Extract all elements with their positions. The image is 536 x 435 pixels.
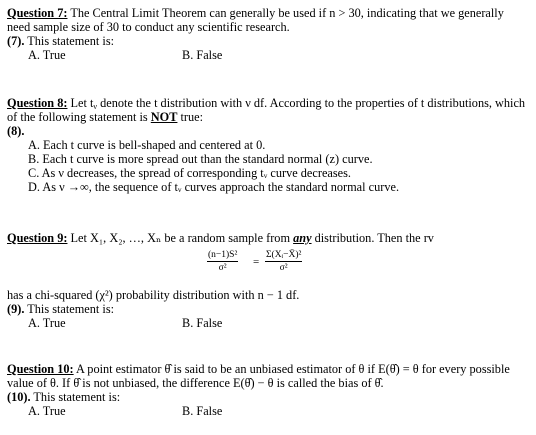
question-8-option-b[interactable]: B. Each t curve is more spread out than the standard normal (z) curve. bbox=[28, 152, 373, 166]
formula-equals: = bbox=[253, 256, 260, 268]
question-8-intro-2: denote the t distribution with ν df. According to the properties of t distributions, which of the following statement is bbox=[7, 96, 526, 124]
question-8 bbox=[7, 96, 529, 194]
question-7-prompt-text: This statement is: bbox=[24, 34, 115, 48]
question-9-options bbox=[7, 316, 529, 331]
formula-fraction-1-numerator: (n−1)S² bbox=[208, 250, 238, 260]
question-8-option-d[interactable]: D. As ν →∞, the sequence of tᵥ curves approach the standard normal curve. bbox=[28, 180, 400, 194]
question-10-option-a[interactable]: A. True bbox=[28, 404, 66, 418]
question-9-label: (9). bbox=[7, 302, 25, 316]
formula-fraction-2 bbox=[265, 250, 302, 273]
question-8-intro-1: Let t bbox=[67, 96, 94, 110]
question-10-title: Question 10: bbox=[7, 362, 74, 376]
question-9-intro-end: distribution. Then the rv bbox=[311, 231, 434, 245]
question-10-prompt-text: This statement is: bbox=[30, 390, 121, 404]
question-8-label: (8). bbox=[7, 124, 25, 138]
question-8-intro-3: true: bbox=[177, 110, 204, 124]
question-7-label: (7). bbox=[7, 34, 25, 48]
question-10-prompt bbox=[7, 390, 529, 404]
formula-fraction-2-denominator: σ² bbox=[279, 263, 288, 273]
question-8-text bbox=[7, 96, 529, 124]
question-9-prompt bbox=[7, 302, 529, 316]
question-8-title: Question 8: bbox=[7, 96, 68, 110]
question-9-option-a[interactable]: A. True bbox=[28, 316, 66, 330]
question-8-option-a[interactable]: A. Each t curve is bell-shaped and centered at 0. bbox=[28, 138, 266, 152]
question-9-intro: Let X₁, X₂, …, Xₙ be a random sample from bbox=[67, 231, 294, 245]
formula-fraction-1-denominator: σ² bbox=[218, 263, 227, 273]
question-7-title: Question 7: bbox=[7, 6, 68, 20]
question-9-rest bbox=[7, 288, 529, 331]
question-10-option-b[interactable]: B. False bbox=[182, 404, 223, 418]
question-10-body: A point estimator θ̂ is said to be an unbiased estimator of θ if E(θ̂) = θ for every possible value of θ. If θ̂ is not unbiased, the difference E(θ̂) − θ is called the bias of θ̂. bbox=[7, 362, 510, 390]
question-9-any-word: any bbox=[293, 231, 312, 245]
question-9-formula bbox=[7, 250, 529, 280]
question-9-prompt-text: This statement is: bbox=[24, 302, 115, 316]
question-8-option-c[interactable]: C. As ν decreases, the spread of corresponding tᵥ curve decreases. bbox=[28, 166, 351, 180]
question-7-option-b[interactable]: B. False bbox=[182, 48, 223, 62]
question-7-prompt bbox=[7, 34, 529, 48]
question-7-option-a[interactable]: A. True bbox=[28, 48, 66, 62]
question-9 bbox=[7, 231, 529, 245]
question-7 bbox=[7, 6, 529, 63]
formula-fraction-2-numerator: Σ(Xᵢ−X̄)² bbox=[266, 250, 302, 260]
question-9-option-b[interactable]: B. False bbox=[182, 316, 223, 330]
question-7-options bbox=[7, 48, 529, 63]
formula-fraction-1 bbox=[207, 250, 238, 273]
question-8-subscript: ν bbox=[93, 102, 98, 111]
question-10-label: (10). bbox=[7, 390, 31, 404]
question-9-after: has a chi-squared (χ²) probability distribution with n − 1 df. bbox=[7, 288, 300, 302]
question-7-text bbox=[7, 6, 529, 34]
question-9-title: Question 9: bbox=[7, 231, 68, 245]
question-8-options bbox=[7, 138, 529, 194]
question-10-options bbox=[7, 404, 529, 419]
question-8-not-word: NOT bbox=[150, 110, 178, 124]
question-9-text bbox=[7, 231, 529, 245]
question-10-text bbox=[7, 362, 529, 390]
question-10 bbox=[7, 362, 529, 419]
question-7-body: The Central Limit Theorem can generally be used if n > 30, indicating that we generally need sample size of 30 to conduct any scientific research. bbox=[7, 6, 504, 34]
